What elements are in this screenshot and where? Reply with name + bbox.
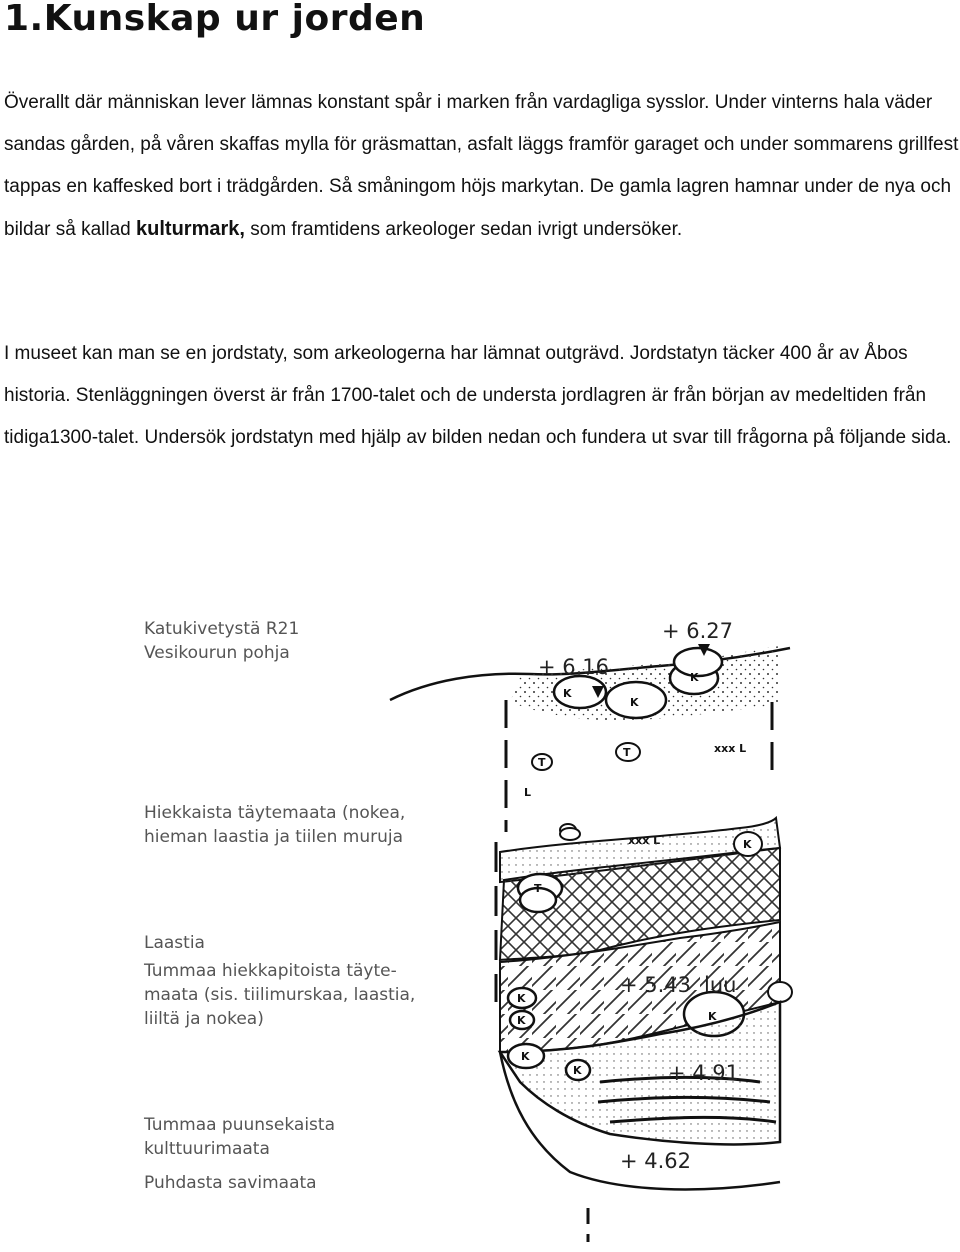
page-title: 1.Kunskap ur jorden (4, 0, 426, 39)
label-tummaa-hiekka-3: liiltä ja nokea) (144, 1009, 264, 1029)
label-katukivetys: Katukivetystä R21 (144, 619, 300, 639)
label-tummaa-hiekka-1: Tummaa hiekkapitoista täyte- (144, 961, 397, 981)
stone-mark-k: K (708, 1010, 717, 1023)
museum-paragraph: I museet kan man se en jordstaty, som arkeologerna har lämnat outgrävd. Jordstatyn täcker 400 år av Åbos historia. Stenläggningen överst är från 1700-talet och de understa jordlagren är från början av medeltiden från tidiga1300-talet. Undersök jordstatyn med hjälp av bilden nedan och fundera ut svar till frågorna på följande sida. (4, 343, 952, 448)
elevation-6-27: + 6.27 (662, 619, 734, 643)
stone-mark-k: K (743, 838, 752, 851)
stone-mark-k: K (517, 1014, 526, 1027)
stone-mark-k: K (563, 687, 572, 700)
label-hiekkaista-2: hieman laastia ja tiilen muruja (144, 827, 403, 847)
stone-mark-t: T (534, 882, 542, 895)
elevation-5-43: + 5.43 (620, 973, 692, 997)
stone (768, 982, 792, 1002)
label-tummaa-hiekka-2: maata (sis. tiilimurskaa, laastia, (144, 985, 416, 1005)
elevation-6-16: + 6.16 (538, 655, 610, 679)
stone-mark-t: T (538, 756, 546, 769)
label-vesikouru: Vesikourun pohja (144, 643, 290, 663)
stone-mark-k: K (573, 1064, 582, 1077)
elevation-4-91: + 4.91 (668, 1061, 740, 1085)
soil-profile-drawing (100, 582, 900, 1242)
stone-mark-k: K (521, 1050, 530, 1063)
mark-xxl: xxx L (714, 742, 747, 755)
mark-luu: luu (704, 973, 737, 997)
keyword-kulturmark: kulturmark, (136, 218, 245, 240)
label-hiekkaista-1: Hiekkaista täytemaata (nokea, (144, 803, 406, 823)
stone (560, 828, 580, 840)
intro-paragraph (4, 82, 960, 251)
label-savimaata: Puhdasta savimaata (144, 1173, 317, 1193)
mark-l: L (524, 786, 532, 799)
label-laastia: Laastia (144, 933, 205, 953)
stone-mark-k: K (690, 671, 699, 684)
intro-text-start: Överallt där människan lever lämnas konstant spår i marken från vardagliga sysslor. Under vinterns hala väder sandas gården, på våren skaffas mylla för gräsmattan, asfalt läggs framför garaget och under sommarens grillfest tappas en kaffesked bort i trädgården. Så småningom höjs markytan. De gamla lagren hamnar under de nya och bildar så kallad (4, 92, 959, 240)
stone-mark-k: K (517, 992, 526, 1005)
stone-mark-t: T (623, 746, 631, 759)
stone-mark-k: K (630, 696, 639, 709)
label-puunsekaista-1: Tummaa puunsekaista (144, 1115, 335, 1135)
soil-profile-figure (100, 582, 900, 1242)
elevation-4-62: + 4.62 (620, 1149, 692, 1173)
intro-text-end: som framtidens arkeologer sedan ivrigt undersöker. (244, 219, 683, 240)
label-puunsekaista-2: kulttuurimaata (144, 1139, 270, 1159)
